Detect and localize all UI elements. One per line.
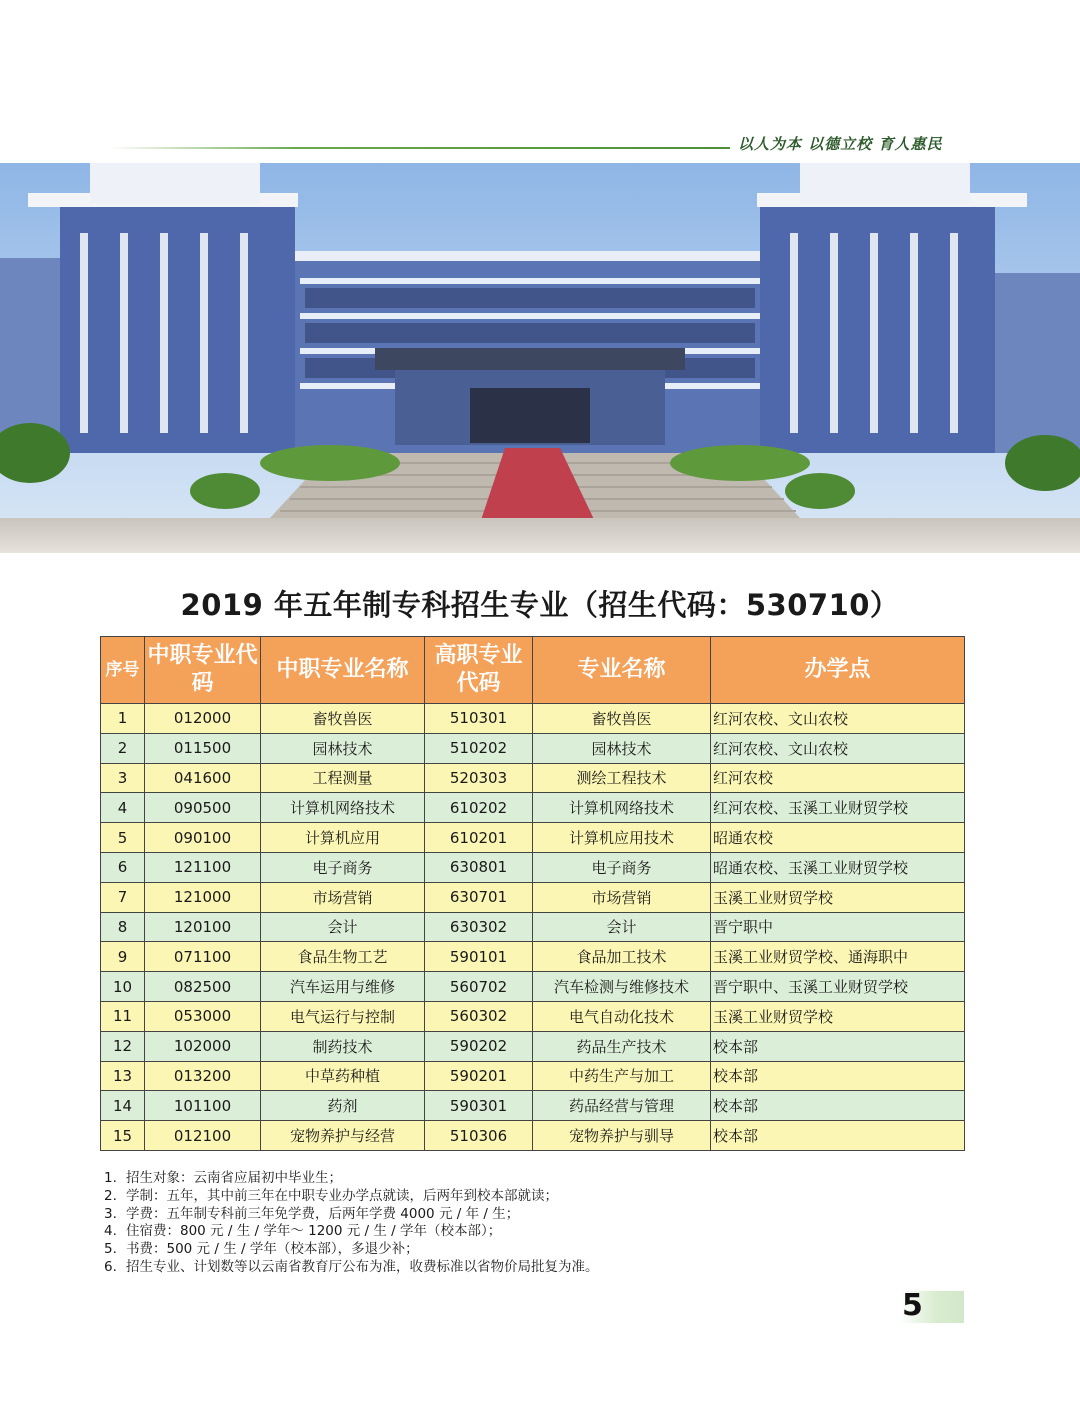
cell-vocational-name: 会计 <box>261 912 425 942</box>
cell-location: 晋宁职中、玉溪工业财贸学校 <box>711 972 965 1002</box>
cell-vocational-code: 012100 <box>145 1121 261 1151</box>
cell-vocational-code: 090500 <box>145 793 261 823</box>
cell-index: 13 <box>101 1061 145 1091</box>
note-text: 招生专业、计划数等以云南省教育厅公布为准，收费标准以省物价局批复为准。 <box>126 1258 599 1275</box>
col-header-vocational-name: 中职专业名称 <box>261 637 425 704</box>
cell-vocational-code: 071100 <box>145 942 261 972</box>
cell-index: 5 <box>101 823 145 853</box>
cell-major-name: 电子商务 <box>533 852 711 882</box>
table-row <box>101 1001 965 1031</box>
cell-major-name: 计算机网络技术 <box>533 793 711 823</box>
cell-major-name: 测绘工程技术 <box>533 763 711 793</box>
cell-college-code: 560702 <box>425 972 533 1002</box>
cell-location: 晋宁职中 <box>711 912 965 942</box>
note-item <box>104 1170 864 1188</box>
cell-major-name: 汽车检测与维修技术 <box>533 972 711 1002</box>
cell-vocational-name: 电气运行与控制 <box>261 1001 425 1031</box>
cell-vocational-name: 园林技术 <box>261 733 425 763</box>
table-row <box>101 1061 965 1091</box>
table-row <box>101 942 965 972</box>
note-text: 招生对象：云南省应届初中毕业生； <box>126 1170 342 1186</box>
cell-location: 红河农校 <box>711 763 965 793</box>
cell-location: 昭通农校 <box>711 823 965 853</box>
cell-vocational-code: 101100 <box>145 1091 261 1121</box>
cell-index: 8 <box>101 912 145 942</box>
cell-college-code: 560302 <box>425 1001 533 1031</box>
col-header-vocational-code: 中职专业代码 <box>145 637 261 704</box>
cell-vocational-name: 市场营销 <box>261 882 425 912</box>
note-text: 学费：五年制专科前三年免学费，后两年学费 4000 元 / 年 / 生； <box>126 1205 520 1222</box>
cell-location: 红河农校、玉溪工业财贸学校 <box>711 793 965 823</box>
cell-college-code: 510306 <box>425 1121 533 1151</box>
col-header-college-code: 高职专业代码 <box>425 637 533 704</box>
header-motto: 以人为本 以德立校 育人惠民 <box>738 135 943 153</box>
notes-list <box>104 1170 864 1277</box>
table-row <box>101 882 965 912</box>
cell-vocational-code: 102000 <box>145 1031 261 1061</box>
cell-major-name: 药品经营与管理 <box>533 1091 711 1121</box>
cell-vocational-code: 121100 <box>145 852 261 882</box>
cell-college-code: 590202 <box>425 1031 533 1061</box>
table-row <box>101 763 965 793</box>
cell-college-code: 590301 <box>425 1091 533 1121</box>
cell-index: 9 <box>101 942 145 972</box>
cell-vocational-code: 012000 <box>145 704 261 734</box>
cell-location: 昭通农校、玉溪工业财贸学校 <box>711 852 965 882</box>
cell-vocational-code: 053000 <box>145 1001 261 1031</box>
col-header-index: 序号 <box>101 637 145 704</box>
cell-index: 12 <box>101 1031 145 1061</box>
cell-major-name: 宠物养护与驯导 <box>533 1121 711 1151</box>
note-text: 住宿费：800 元 / 生 / 学年～ 1200 元 / 生 / 学年（校本部）； <box>126 1223 502 1240</box>
cell-vocational-name: 工程测量 <box>261 763 425 793</box>
cell-vocational-name: 电子商务 <box>261 852 425 882</box>
cell-index: 6 <box>101 852 145 882</box>
cell-major-name: 电气自动化技术 <box>533 1001 711 1031</box>
majors-table <box>100 636 964 1151</box>
cell-vocational-code: 120100 <box>145 912 261 942</box>
table-row <box>101 1031 965 1061</box>
page-title: 2019 年五年制专科招生专业（招生代码：530710） <box>180 588 900 622</box>
cell-major-name: 计算机应用技术 <box>533 823 711 853</box>
table-row <box>101 793 965 823</box>
note-number: 4. <box>104 1223 117 1240</box>
cell-vocational-code: 121000 <box>145 882 261 912</box>
note-number: 1. <box>104 1170 117 1186</box>
table-row <box>101 972 965 1002</box>
cell-college-code: 590101 <box>425 942 533 972</box>
cell-index: 7 <box>101 882 145 912</box>
cell-vocational-code: 013200 <box>145 1061 261 1091</box>
cell-vocational-name: 食品生物工艺 <box>261 942 425 972</box>
cell-vocational-code: 011500 <box>145 733 261 763</box>
note-text: 学制：五年，其中前三年在中职专业办学点就读，后两年到校本部就读； <box>126 1187 558 1204</box>
note-number: 5. <box>104 1241 117 1258</box>
cell-location: 校本部 <box>711 1091 965 1121</box>
cell-college-code: 630701 <box>425 882 533 912</box>
page-number: 5 <box>902 1288 923 1323</box>
table-header-row <box>101 637 965 704</box>
cell-vocational-name: 计算机应用 <box>261 823 425 853</box>
cell-location: 红河农校、文山农校 <box>711 733 965 763</box>
cell-location: 玉溪工业财贸学校 <box>711 1001 965 1031</box>
cell-college-code: 630302 <box>425 912 533 942</box>
cell-college-code: 590201 <box>425 1061 533 1091</box>
cell-location: 玉溪工业财贸学校 <box>711 882 965 912</box>
col-header-location: 办学点 <box>711 637 965 704</box>
cell-index: 1 <box>101 704 145 734</box>
note-text: 书费：500 元 / 生 / 学年（校本部），多退少补； <box>126 1241 419 1258</box>
cell-major-name: 药品生产技术 <box>533 1031 711 1061</box>
cell-college-code: 630801 <box>425 852 533 882</box>
table-row <box>101 823 965 853</box>
note-item <box>104 1206 864 1224</box>
campus-building-photo <box>0 163 1080 553</box>
cell-vocational-code: 082500 <box>145 972 261 1002</box>
note-number: 6. <box>104 1258 117 1275</box>
cell-location: 红河农校、文山农校 <box>711 704 965 734</box>
table-row <box>101 704 965 734</box>
note-number: 3. <box>104 1205 117 1222</box>
note-item <box>104 1259 864 1277</box>
cell-index: 10 <box>101 972 145 1002</box>
table-row <box>101 1091 965 1121</box>
cell-location: 玉溪工业财贸学校、通海职中 <box>711 942 965 972</box>
cell-location: 校本部 <box>711 1031 965 1061</box>
cell-vocational-name: 宠物养护与经营 <box>261 1121 425 1151</box>
table-row <box>101 1121 965 1151</box>
cell-index: 11 <box>101 1001 145 1031</box>
cell-vocational-name: 计算机网络技术 <box>261 793 425 823</box>
cell-major-name: 会计 <box>533 912 711 942</box>
cell-vocational-name: 汽车运用与维修 <box>261 972 425 1002</box>
table-row <box>101 852 965 882</box>
cell-major-name: 食品加工技术 <box>533 942 711 972</box>
header-rule <box>110 147 730 149</box>
cell-vocational-name: 中草药种植 <box>261 1061 425 1091</box>
cell-major-name: 园林技术 <box>533 733 711 763</box>
cell-vocational-name: 药剂 <box>261 1091 425 1121</box>
cell-vocational-name: 畜牧兽医 <box>261 704 425 734</box>
cell-vocational-code: 090100 <box>145 823 261 853</box>
cell-major-name: 中药生产与加工 <box>533 1061 711 1091</box>
cell-major-name: 市场营销 <box>533 882 711 912</box>
note-item <box>104 1241 864 1259</box>
note-item <box>104 1188 864 1206</box>
note-item <box>104 1223 864 1241</box>
cell-vocational-code: 041600 <box>145 763 261 793</box>
cell-college-code: 510301 <box>425 704 533 734</box>
cell-location: 校本部 <box>711 1061 965 1091</box>
cell-index: 3 <box>101 763 145 793</box>
cell-index: 4 <box>101 793 145 823</box>
cell-index: 2 <box>101 733 145 763</box>
cell-college-code: 520303 <box>425 763 533 793</box>
table-row <box>101 912 965 942</box>
cell-location: 校本部 <box>711 1121 965 1151</box>
cell-index: 15 <box>101 1121 145 1151</box>
table-row <box>101 733 965 763</box>
cell-major-name: 畜牧兽医 <box>533 704 711 734</box>
cell-college-code: 610202 <box>425 793 533 823</box>
cell-index: 14 <box>101 1091 145 1121</box>
cell-vocational-name: 制药技术 <box>261 1031 425 1061</box>
cell-college-code: 510202 <box>425 733 533 763</box>
note-number: 2. <box>104 1187 117 1204</box>
cell-college-code: 610201 <box>425 823 533 853</box>
col-header-major-name: 专业名称 <box>533 637 711 704</box>
